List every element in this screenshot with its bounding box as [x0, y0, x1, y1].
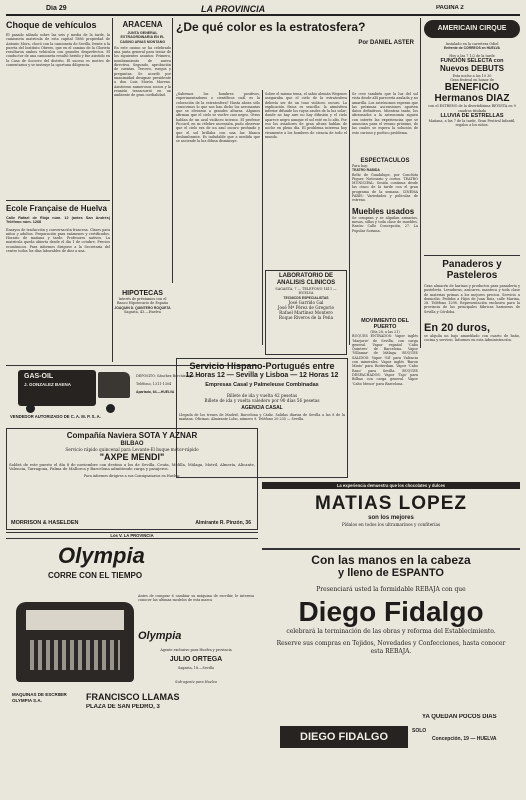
servicio-route: 12 Horas 12 — Sevilla y Lisboa — 12 Horas 12 [185, 372, 339, 379]
colores-col3: Se cree también que la luz del sol vista desde allí parecería azulada y no amarilla. Los astrónomos esperan que las próximas ascensiones aporten datos definitivos. Mientras tanto, los aficionados a la astronomía siguen con interés las experiencias que se anuncian para el verano próximo, de las cuales se espera la solución de este curioso y poético problema. [352, 92, 418, 135]
truck-cab [98, 372, 130, 398]
choque-body: El pasado sábado sobre las seis y media de la tarde, la camioneta matrícula de esta capital 1886 propiedad de Antonio Mora, chocó con la camioneta de Sevilla, frente a la puerta del Instituto Obrero, que en el camino de la Glorieta resultaron ambos vehículos con grandes desperfectos. El conductor de una camioneta resultó herido y fue asistido en la Casa de Socorro del distrito. El suceso es motivo de comentarios y se instruye la oportuna diligencia. [6, 33, 110, 68]
sota-ad [6, 428, 258, 530]
gas-oil-firm: J. GONZALEZ BAENA [24, 382, 72, 387]
colores-title: ¿De qué color es la estratosfera? [176, 20, 366, 34]
matias-tail: son los mejores [368, 515, 414, 521]
veinte-title: En 20 duros, [424, 322, 491, 335]
fidalgo-body1: celebrará la terminación de las obras y reforma del Establecimiento. [286, 628, 496, 635]
olympia-machines: MAQUINAS DE ESCRIBIR OLYMPIA S.A. [12, 692, 67, 703]
hipotecas-title: HIPOTECAS [122, 290, 163, 297]
laboratorio-staff: Rafael Martínez Montero [279, 309, 333, 315]
ecole-article [6, 200, 110, 352]
ecole-body: Ensayos de traducción y conversación francesa. Clases para niños y adultos. Preparación para exámenes y certificados. Horario de mañana y tarde. Profesores nativos. La matrícula queda abierta desde el día 1 de octubre. Precios económicos. Para informes dirigirse a la Secretaría del centro todos los días laborables de diez a una. [6, 227, 110, 254]
cirque-extra: con el ESTRENO de la divertidísima REVISTA en 9 cuadros titulada [428, 104, 516, 113]
truck-wheel [26, 404, 35, 413]
typewriter-keys [30, 640, 120, 670]
cirque-show: LLUVIA DE ESTRELLAS [440, 113, 504, 120]
cirque-funcion: FUNCIÓN SELECTA con [440, 57, 504, 64]
fidalgo-intro: Presenciará usted la formidable REBAJA con que [316, 586, 466, 593]
cirque-time: Hoy a las 7 1/2 de la tarde [449, 53, 495, 58]
fidalgo-footer [280, 726, 408, 748]
fidalgo-title: Con las manos en la cabeza [311, 553, 471, 567]
truck-illustration [18, 370, 96, 406]
matias-ad [262, 482, 520, 544]
sota-info: Para informes dirigirse a sus Consignatarios en Huelva: [83, 473, 181, 478]
espectaculos-column [352, 92, 418, 312]
olympia-footer-label: Los V. LA PROVINCIA [6, 532, 258, 539]
day-label: Día 29 [46, 5, 67, 12]
fidalgo-remaining: YA QUEDAN POCOS DIAS [422, 714, 497, 720]
hipotecas-line2: Banco Hipotecario de España [117, 301, 168, 306]
matias-note: Pídalos en todos los ultramarinos y confiterías [341, 522, 441, 527]
matias-tagline: La experiencia demuestra que los chocolates y dulces [262, 482, 520, 489]
gas-oil-depot: DEPOSITO: Sánchez Barcáiztegui, 18 [136, 374, 201, 378]
gas-oil-sign: GAS-OIL [24, 373, 54, 380]
puerto-title: MOVIMIENTO DEL PUERTO [361, 318, 409, 330]
cirque-beneficio: BENEFICIO [444, 82, 500, 94]
olympia-ad [6, 532, 258, 796]
olympia-small: Antes de comprar 6 cambiar su máquina de escribir, le interesa conocer las ultimas modelos de esta marca [138, 594, 254, 603]
colores-header [176, 20, 418, 90]
servicio-agency: AGENCIA CASAL [241, 405, 283, 411]
cirque-tomorrow: Mañana, a las 7 de la tarde, Gran Festival Infantil, regalos a los niños. [428, 119, 516, 128]
puerto-article [352, 318, 418, 410]
fidalgo-ad [262, 548, 520, 796]
sota-agent: MORRISON & HASELDEN [11, 520, 79, 526]
cirque-debuts: Nuevos DEBUTS [439, 63, 504, 73]
fidalgo-footer-brand: DIEGO FIDALGO [300, 731, 388, 743]
laboratorio-staff: Roque Riveros de la Peña [278, 314, 334, 320]
olympia-sub-label: Sub-agente para Huelva [175, 680, 217, 684]
colores-col1: ¿Sabemos los hombres positivos, experimentadores o científicos cuál es la coloración de la estratosfera? Hasta ahora sólo conocemos lo que nos han dicho los aeronautas que se elevaron a grandes alturas. Algunos afirman que el cielo se vuelve casi negro. Otros hablan de un azul violáceo intenso. El profesor Piccard, en su célebre ascensión, pudo observar que el cielo era de un azul oscuro profundo y que el sol brillaba con una luz blanca deslumbrante. Es indudable que a medida que se asciende la luz difusa disminuye. [176, 92, 260, 144]
gas-oil-post: Apartado, 64.—HUELVA [136, 390, 175, 394]
panaderos-body: Gran almacén de harinas y productos para panadería y pastelería. Levaduras, azúcares, manteca y toda clase de materias primas a los mejores precios. Servicio a domicilio. Pedidos a Hijos de Juan Ruiz, calle Marina, 28. Teléfono 1298. Representación exclusiva para la provincia de las principales fábricas harineras de Sevilla y Córdoba. [424, 284, 520, 314]
olympia-slogan: CORRE CON EL TIEMPO [48, 571, 143, 580]
typewriter-paper [26, 610, 124, 630]
aracena-article [114, 20, 171, 165]
olympia-agent: JULIO ORTEGA [169, 656, 223, 663]
sota-title: Compañía Naviera SOTA Y AZNAR [66, 431, 198, 440]
aracena-subtitle: JUNTA GENERAL EXTRAORDINARIA EN EL CASINO ARIAS MONTANO [119, 31, 166, 44]
choque-title: Choque de vehículos [6, 20, 97, 30]
masthead [6, 3, 520, 16]
puerto-body: BUQUES ENTRADOS: Vapor inglés 'Marjorie' de Sevilla, con carga general. Vapor español 'Cabo Quintres' de Barcelona. Vapor 'Villamar' de Málaga. BUQUES SALIDOS: Vapor 'Sil' para Valencia con minerales. Vapor inglés 'Baron Minto' para Rotterdam. Vapor 'Cabo Razo' para Sevilla. BUQUES DESPACHADOS: Vapor 'Tajo' para Bilbao con carga general. Vapor 'Cabo Menor' para Barcelona. [352, 334, 418, 386]
cirque-ad [424, 20, 520, 252]
fidalgo-body2: Reserve sus compras en Tejidos, Novedades y Confecciones, hasta conocer esta REBAJA. [276, 640, 506, 655]
cirque-festival: Gran festival en honor de [450, 78, 494, 83]
aracena-title: ARACENA [122, 20, 163, 29]
servicio-body: Llegada de los trenes de Madrid, Barcelona y Cádiz. Salidas diarias de Sevilla a las 8 de la mañana. Oficinas: Almirante Lobo, número 9. Teléfono 20.235 — Sevilla. [179, 413, 345, 422]
gas-oil-phone: Teléfono, 1311-1304 [136, 382, 172, 386]
ecole-title: Ecole Française de Huelva [6, 204, 107, 213]
servicio-title: Servicio Hispano-Portugués entre [189, 361, 335, 371]
sota-service: Servicio rápido quincenal para Levante-El buque motor-rápido [65, 447, 199, 452]
fidalgo-brand: Diego Fidalgo [298, 596, 484, 627]
ecole-subtitle: Calle Rafael de Rioja núm. 12 (antes San Andrés) Teléfono núm. 1268 [6, 216, 110, 225]
cirque-line: Enfrente de CORREOS en HUELVA [443, 46, 500, 51]
cirque-line: Instalado en la carretera Odiel [445, 42, 499, 46]
espectaculos-line1: Para hoy: [352, 164, 369, 168]
espectaculos-title: ESPECTACULOS [360, 158, 410, 164]
laboratorio-ad [265, 270, 347, 355]
panaderos-ad [424, 255, 520, 487]
cirque-artists: Hermanos DIAZ [434, 93, 510, 105]
hipotecas-ad [114, 290, 171, 345]
fidalgo-subtitle: y lleno de ESPANTO [338, 567, 444, 579]
sota-body: Saldrá de este puerto el día 8 de noviembre con destino a los de Sevilla, Ceuta, Melilla, Málaga, Motril, Almería, Alicante, Valencia, Tarragona, Palma de Mallorca y Barcelona admitiendo carga y pasajeros. [9, 462, 255, 472]
typewriter-illustration [16, 602, 134, 682]
laboratorio-title: LABORATORIO DE ANALISIS CLINICOS [276, 273, 336, 286]
aracena-body: En este casino se ha celebrado una junta general para tratar de los siguientes asuntos: Primero, nombramiento de nueva directiva. Segundo, aprobación de cuentas. Tercero, ruegos y preguntas. Se acordó por unanimidad designar presidente a don Luis Morón Moreno. Asistieron numerosos socios y la reunión transcurrió en un ambiente de gran cordialidad. [114, 45, 171, 98]
olympia-agent-label: Agente exclusivo para Huelva y provincia [160, 648, 232, 652]
olympia-sub-agent: FRANCISCO LLAMAS [86, 692, 180, 702]
olympia-logo: Olympia [138, 630, 182, 642]
laboratorio-staff: José Garrido Gal [288, 299, 324, 305]
sota-city: BILBAO [120, 441, 144, 447]
newspaper-title: LA PROVINCIA [201, 4, 266, 14]
espectaculos-body: Beltz de Guadalupe, por Conchita Piquer. Noticiario y cortos. TEATRO MUNICIPAL: Sesión continua desde las cinco de la tarde con el gran programa de la semana. CINEMA PARIS: Variedades y películas de estreno. [352, 172, 418, 203]
laboratorio-staff-label: TECNICOS ESPECIALISTAS [283, 295, 329, 300]
page-label: PAGINA 2 [436, 5, 464, 11]
espectaculos-line2: TEATRO RABIDA [352, 168, 380, 173]
cirque-title: AMERICAIN CIRQUE [424, 20, 520, 38]
hipotecas-line3: JOAQUIN D. QUINTERO ROQUETA [114, 305, 171, 310]
cirque-noche: Esta noche a las 10 30 [452, 73, 492, 78]
olympia-brand: Olympia [58, 543, 145, 568]
matias-name: MATIAS LOPEZ [314, 493, 468, 514]
sota-address: Almirante R. Pinzón, 36 [195, 520, 251, 526]
colores-byline: Por DANIEL ASTER [358, 40, 414, 46]
muebles-title: Muebles usados [352, 206, 415, 216]
servicio-fare: Billete de ida y vuelta valedero por 90 días 56 pesetas [204, 398, 320, 403]
olympia-agent-address: Sagasta, 18.—Sevilla [177, 666, 215, 670]
laboratorio-staff: José Mª Pérez de Gregorio [277, 304, 335, 310]
veinte-body: se alquila un bajo amueblado con cuarto de baño, cocina y servicio. Informes en esta Administración. [424, 334, 520, 343]
servicio-fare: Billete de ida y vuelta 42 pesetas [226, 393, 298, 398]
sota-ship: "AXPE MENDI" [99, 452, 165, 462]
choque-article [6, 20, 110, 195]
fidalgo-address: Concepción, 19 — HUELVA [432, 736, 497, 742]
muebles-body: Se compran y se alquilan armarios, mesas, sillas y toda clase de muebles. Razón: Calle Concepción, 27. La Popular Soriana. [352, 215, 418, 233]
fidalgo-only: SOLO [412, 728, 427, 734]
hipotecas-line1: Interés de préstamos con el [118, 297, 167, 301]
servicio-company: Empresas Casal y Palmeleuse Combinadas [205, 382, 319, 388]
hipotecas-line4: Sagasta, 43.—Huelva [124, 309, 161, 314]
puerto-date: (Día 28, a las 21) [370, 330, 400, 334]
panaderos-title: Panaderos y Pasteleros [442, 259, 502, 281]
olympia-sub-address: PLAZA DE SAN PEDRO, 3 [86, 704, 160, 710]
gas-oil-agent: VENDEDOR AUTORIZADO DE C. A. M. P. S. A. [10, 414, 101, 419]
truck-wheel [106, 404, 115, 413]
colores-col2: Sobre el mismo tema, el sabio alemán Wegener aseguraba que el cielo de la estratosfera debería ser de un tono violáceo oscuro. La explicación física es sencilla: la atmósfera inferior difunde los rayos azules de la luz solar; donde no hay aire no hay difusión y el cielo aparece negro aunque el sol esté en lo alto. Por eso los aviadores de gran altura hablan de noche en pleno día. El problema interesa hoy vivamente a los hombres de ciencia de todo el mundo. [265, 92, 347, 139]
laboratorio-address: SAGASTA, 7 — TELEFONO 1411 — HUELVA [275, 287, 337, 296]
